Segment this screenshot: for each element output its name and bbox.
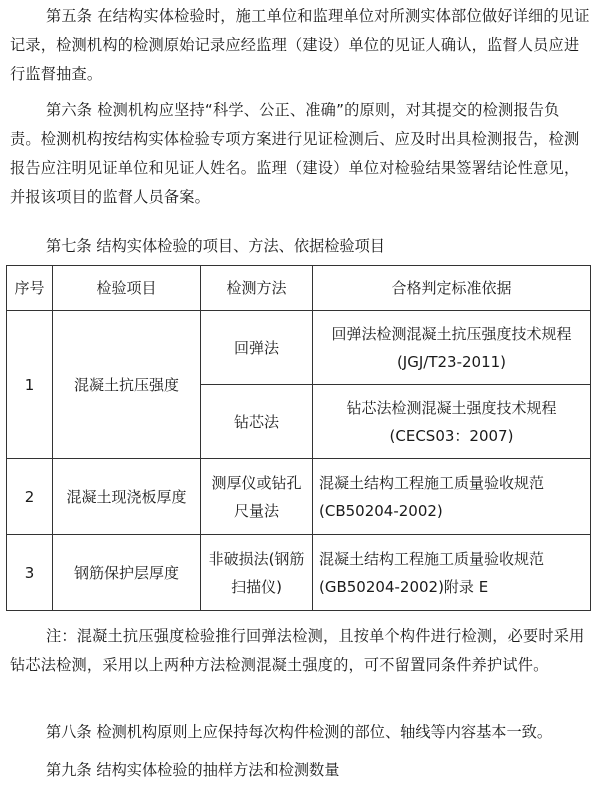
inspection-table [6, 265, 591, 611]
row-no: 3 [7, 535, 53, 611]
row-no: 2 [7, 459, 53, 535]
header-no: 序号 [7, 266, 53, 311]
table-header-row [7, 266, 591, 311]
article-7-heading: 第七条 结构实体检验的项目、方法、依据检验项目 [46, 237, 385, 255]
row-method: 测厚仪或钻孔尺量法 [201, 459, 313, 535]
row-basis: 钻芯法检测混凝土强度技术规程(CECS03：2007) [313, 385, 591, 459]
table-note: 注：混凝土抗压强度检验推行回弹法检测，且按单个构件进行检测，必要时采用钻芯法检测，采用以上两种方法检测混凝土强度的，可不留置同条件养护试件。 [10, 627, 585, 674]
table-row [7, 459, 591, 535]
row-basis: 混凝土结构工程施工质量验收规范(CB50204-2002) [313, 459, 591, 535]
row-no: 1 [7, 311, 53, 459]
article-6: 第六条 检测机构应坚持“科学、公正、准确”的原则，对其提交的检测报告负责。检测机构按结构实体检验专项方案进行见证检测后、应及时出具检测报告，检测报告应注明见证单位和见证人姓名。监理（建设）单位对检验结果签署结论性意见，并报该项目的监督人员备案。 [10, 101, 580, 206]
table-row [7, 535, 591, 611]
row-item: 钢筋保护层厚度 [53, 535, 201, 611]
header-basis: 合格判定标准依据 [313, 266, 591, 311]
article-8: 第八条 检测机构原则上应保持每次构件检测的部位、轴线等内容基本一致。 [46, 723, 553, 741]
article-5: 第五条 在结构实体检验时，施工单位和监理单位对所测实体部位做好详细的见证记录，检测机构的检测原始记录应经监理（建设）单位的见证人确认，监督人员应进行监督抽查。 [10, 7, 590, 83]
row-basis: 混凝土结构工程施工质量验收规范(GB50204-2002)附录 E [313, 535, 591, 611]
row-method: 钻芯法 [201, 385, 313, 459]
row-method: 非破损法(钢筋扫描仪) [201, 535, 313, 611]
row-item: 混凝土抗压强度 [53, 311, 201, 459]
article-9-heading: 第九条 结构实体检验的抽样方法和检测数量 [46, 761, 340, 779]
header-method: 检测方法 [201, 266, 313, 311]
row-basis: 回弹法检测混凝土抗压强度技术规程(JGJ/T23-2011) [313, 311, 591, 385]
header-item: 检验项目 [53, 266, 201, 311]
table-row [7, 311, 591, 385]
row-method: 回弹法 [201, 311, 313, 385]
row-item: 混凝土现浇板厚度 [53, 459, 201, 535]
